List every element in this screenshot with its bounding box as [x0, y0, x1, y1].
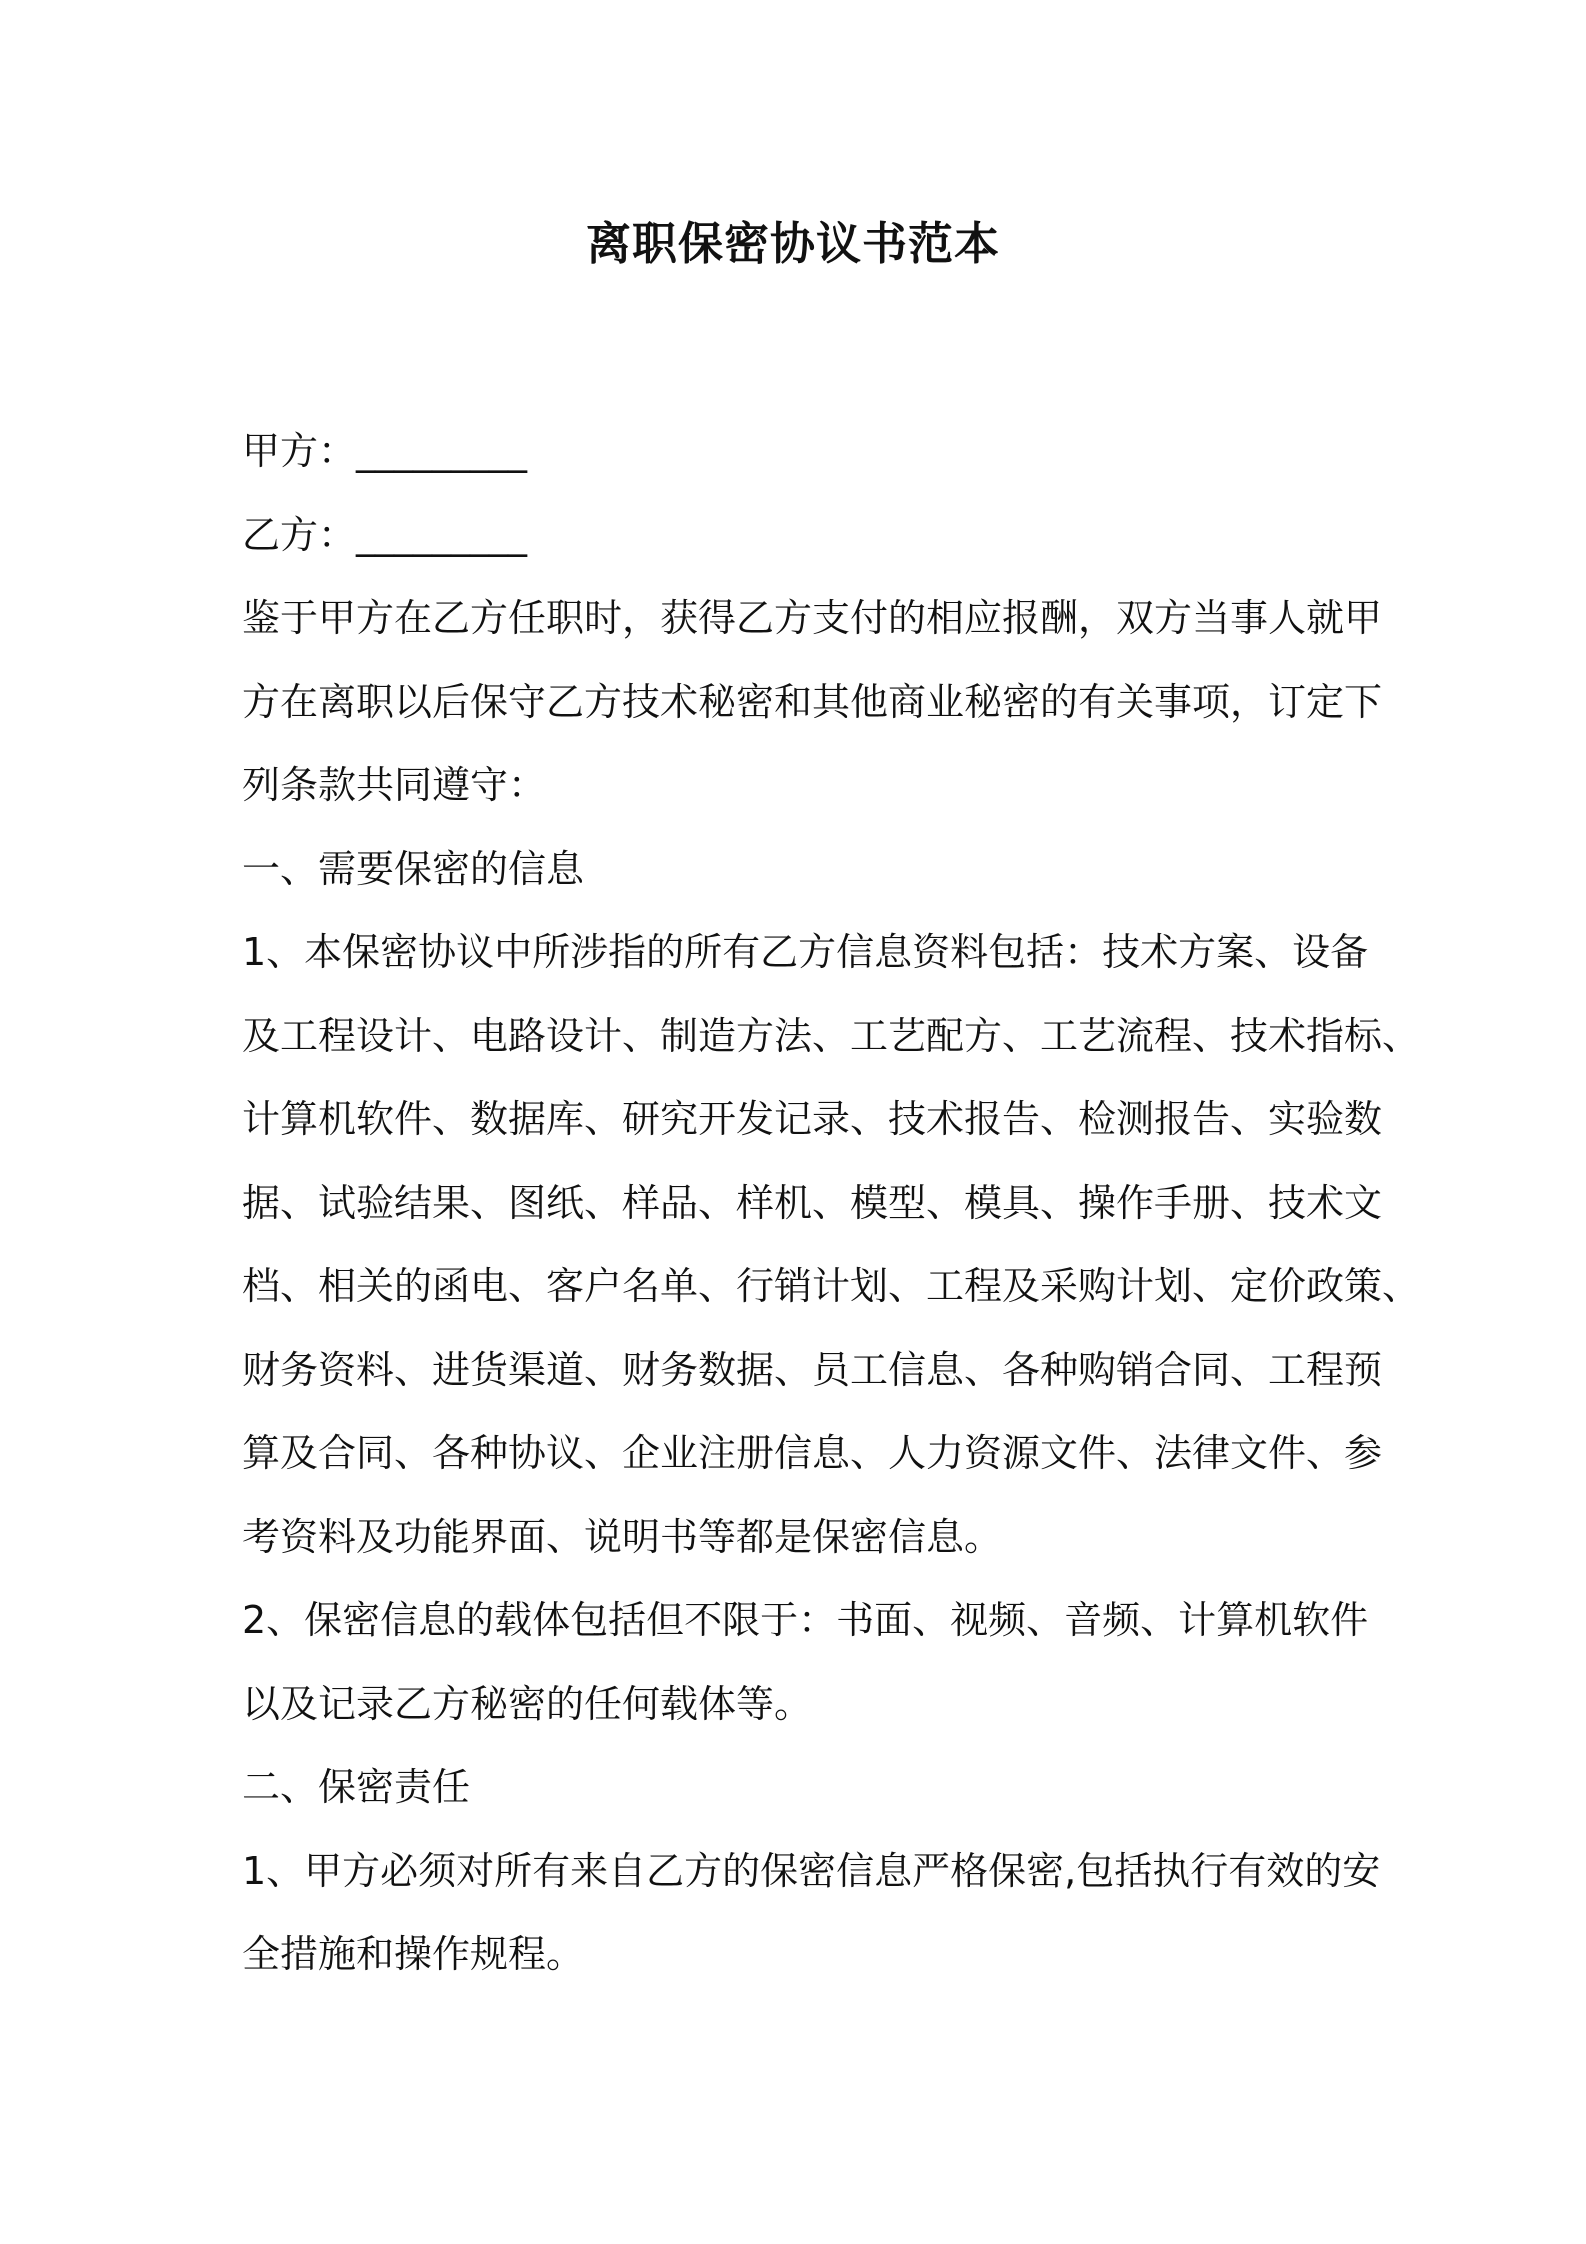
- body-line: 全措施和操作规程。: [242, 1932, 585, 1976]
- section-heading: 一、需要保密的信息: [242, 846, 585, 891]
- party-b-blank: _________: [356, 512, 528, 557]
- body-line: 1、本保密协议中所涉指的所有乙方信息资料包括：技术方案、设备: [242, 930, 1369, 974]
- body-line: 财务资料、进货渠道、财务数据、员工信息、各种购销合同、工程预: [242, 1347, 1383, 1392]
- party-a-line: [242, 410, 1354, 494]
- body-line: 据、试验结果、图纸、样品、样机、模型、模具、操作手册、技术文: [242, 1180, 1383, 1225]
- party-b-label: 乙方：: [242, 512, 357, 557]
- body-line: 鉴于甲方在乙方任职时，获得乙方支付的相应报酬，双方当事人就甲: [242, 596, 1383, 640]
- party-b-line: [242, 494, 1354, 578]
- party-a-label: 甲方：: [242, 429, 357, 473]
- body-line: 1、甲方必须对所有来自乙方的保密信息严格保密,包括执行有效的安: [242, 1848, 1381, 1893]
- body-line: 档、相关的函电、客户名单、行销计划、工程及采购计划、定价政策、: [242, 1264, 1421, 1308]
- document-title: 离职保密协议书范本: [585, 217, 1000, 270]
- body-line: 计算机软件、数据库、研究开发记录、技术报告、检测报告、实验数: [242, 1097, 1383, 1141]
- body-line: 方在离职以后保守乙方技术秘密和其他商业秘密的有关事项，订定下: [242, 679, 1383, 724]
- body-line: 以及记录乙方秘密的任何载体等。: [242, 1681, 813, 1726]
- body-line: 算及合同、各种协议、企业注册信息、人力资源文件、法律文件、参: [242, 1431, 1383, 1475]
- body-line: 及工程设计、电路设计、制造方法、工艺配方、工艺流程、技术指标、: [242, 1013, 1421, 1058]
- party-a-blank: _________: [356, 429, 528, 473]
- section-heading: 二、保密责任: [242, 1765, 471, 1809]
- document-body: [242, 410, 1421, 1997]
- body-line: 2、保密信息的载体包括但不限于：书面、视频、音频、计算机软件: [242, 1598, 1369, 1642]
- body-line: 列条款共同遵守：: [242, 763, 547, 807]
- body-line: 考资料及功能界面、说明书等都是保密信息。: [242, 1514, 1003, 1559]
